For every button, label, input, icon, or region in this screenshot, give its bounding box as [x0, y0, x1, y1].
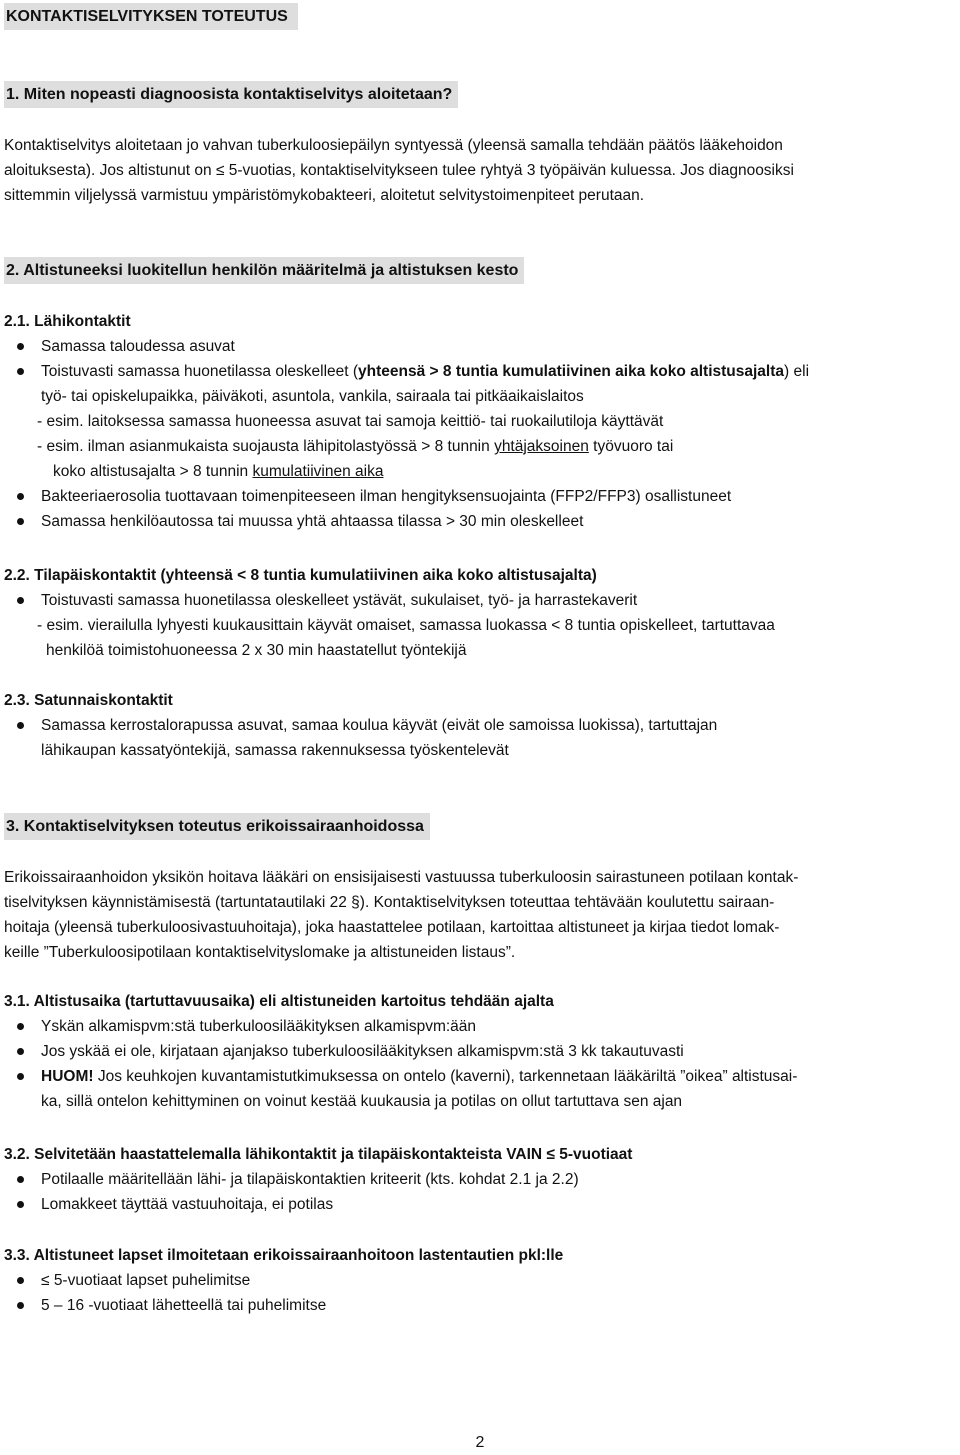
list-item-continuation: lähikaupan kassatyöntekijä, samassa rakennuksessa työskentelevät [41, 742, 509, 759]
list-item [4, 359, 950, 384]
subsection-2-3 [4, 688, 950, 763]
list-item-text: ) eli [784, 363, 810, 380]
subsection-3-1-list [4, 1014, 950, 1089]
list-item-emphasis: yhteensä > 8 tuntia kumulatiivinen aika koko altistusajalta [358, 363, 785, 380]
section-3-line-3: hoitaja (yleensä tuberkuloosivastuuhoitaja), joka haastattelee potilaan, kartoittaa altistuneet ja kirjaa tiedot lomak- [4, 919, 780, 936]
example-line: - esim. laitoksessa samassa huoneessa asuvat tai samoja keittiö- tai ruokailutiloja käyttävät [37, 413, 664, 430]
subsection-2-3-list [4, 713, 950, 738]
list-item [4, 1192, 950, 1217]
section-1-heading: 1. Miten nopeasti diagnoosista kontaktiselvitys aloitetaan? [4, 81, 458, 108]
list-item-text: Samassa kerrostalorapussa asuvat, samaa koulua käyvät (eivät ole samoissa luokissa), tartuttajan [41, 717, 718, 734]
example-text: koko altistusajalta > 8 tunnin [53, 463, 253, 480]
section-1-line-2: aloituksesta). Jos altistunut on ≤ 5-vuotias, kontaktiselvitykseen tulee ryhtyä 3 työpäivän kuluessa. Jos diagnoosiksi [4, 162, 794, 179]
list-item [4, 334, 950, 359]
list-item [4, 588, 950, 613]
subsection-3-2-list [4, 1167, 950, 1217]
subsection-3-2-title: 3.2. Selvitetään haastattelemalla lähikontaktit ja tilapäiskontakteista VAIN ≤ 5-vuotiaat [4, 1146, 633, 1163]
list-item [4, 484, 950, 509]
section-1-line-1: Kontaktiselvitys aloitetaan jo vahvan tuberkuloosiepäilyn syntyessä (yleensä samalla tehdään päätös lääkehoidon [4, 137, 783, 154]
example-line [4, 459, 950, 484]
page-number: 2 [475, 1434, 485, 1451]
list-item-text: Jos yskää ei ole, kirjataan ajanjakso tuberkuloosilääkityksen alkamispvm:stä 3 kk takautuvasti [41, 1043, 684, 1060]
section-3-body [4, 865, 950, 965]
section-3-heading-block [4, 813, 950, 840]
subsection-2-1-list [4, 334, 950, 384]
list-item-text: Samassa henkilöautossa tai muussa yhtä ahtaassa tilassa > 30 min oleskelleet [41, 513, 584, 530]
subsection-2-2-list [4, 588, 950, 613]
section-1-body [4, 133, 950, 208]
list-item [4, 1014, 950, 1039]
list-item-text: Lomakkeet täyttää vastuuhoitaja, ei potilas [41, 1196, 334, 1213]
subsection-2-2-title: 2.2. Tilapäiskontaktit (yhteensä < 8 tuntia kumulatiivinen aika koko altistusajalta) [4, 567, 597, 584]
example-text: - esim. ilman asianmukaista suojausta lähipitolastyössä > 8 tunnin [37, 438, 495, 455]
section-1-line-3: sittemmin viljelyssä varmistuu ympäristömykobakteeri, aloitetut selvitystoimenpiteet perutaan. [4, 187, 645, 204]
document-title: KONTAKTISELVITYKSEN TOTEUTUS [4, 3, 298, 30]
list-item-text: Bakteeriaerosolia tuottavaan toimenpiteeseen ilman hengityksensuojainta (FFP2/FFP3) osallistuneet [41, 488, 732, 505]
list-item [4, 1167, 950, 1192]
document-title-block [4, 3, 950, 30]
list-item-text: Yskän alkamispvm:stä tuberkuloosilääkityksen alkamispvm:ään [41, 1018, 477, 1035]
subsection-3-1 [4, 989, 950, 1114]
example-line: henkilöä toimistohuoneessa 2 x 30 min haastatellut työntekijä [46, 642, 467, 659]
example-underlined: kumulatiivinen aika [252, 463, 384, 480]
section-2-heading: 2. Altistuneeksi luokitellun henkilön määritelmä ja altistuksen kesto [4, 257, 524, 284]
section-3-heading: 3. Kontaktiselvityksen toteutus erikoissairaanhoidossa [4, 813, 430, 840]
list-item-text: Toistuvasti samassa huonetilassa oleskelleet ystävät, sukulaiset, työ- ja harrastekaverit [41, 592, 638, 609]
list-item [4, 1268, 950, 1293]
section-1-heading-block [4, 81, 950, 108]
subsection-2-1-title: 2.1. Lähikontaktit [4, 313, 131, 330]
subsection-3-3 [4, 1243, 950, 1318]
subsection-2-2 [4, 563, 950, 663]
list-item-continuation: työ- tai opiskelupaikka, päiväkoti, asuntola, vankila, sairaala tai pitkäaikaislaitos [41, 388, 584, 405]
example-underlined: yhtäjaksoinen [494, 438, 589, 455]
subsection-3-1-title: 3.1. Altistusaika (tartuttavuusaika) eli altistuneiden kartoitus tehdään ajalta [4, 993, 554, 1010]
section-3-line-4: keille ”Tuberkuloosipotilaan kontaktiselvityslomake ja altistuneiden listaus”. [4, 944, 516, 961]
list-item-text: 5 – 16 -vuotiaat lähetteellä tai puhelimitse [41, 1297, 327, 1314]
section-2-heading-block [4, 257, 950, 284]
section-3-line-2: tiselvityksen käynnistämisestä (tartuntatautilaki 22 §). Kontaktiselvityksen toteuttaa tehtävään koulutettu sairaan- [4, 894, 775, 911]
list-item-emphasis: HUOM! [41, 1068, 94, 1085]
subsection-2-3-title: 2.3. Satunnaiskontaktit [4, 692, 173, 709]
list-item-continuation: ka, sillä ontelon kehittyminen on voinut kestää kuukausia ja potilas on ollut tartuttava sen ajan [41, 1093, 683, 1110]
subsection-3-3-title: 3.3. Altistuneet lapset ilmoitetaan erikoissairaanhoitoon lastentautien pkl:lle [4, 1247, 564, 1264]
list-item-text: Toistuvasti samassa huonetilassa oleskelleet ( [41, 363, 359, 380]
list-item [4, 1064, 950, 1089]
list-item [4, 509, 950, 534]
example-line: - esim. vierailulla lyhyesti kuukausittain käyvät omaiset, samassa luokassa < 8 tuntia opiskelleet, tartuttavaa [37, 617, 775, 634]
list-item [4, 1293, 950, 1318]
subsection-2-1-list-2 [4, 484, 950, 534]
subsection-3-3-list [4, 1268, 950, 1318]
subsection-2-1 [4, 309, 950, 534]
example-line [4, 434, 950, 459]
list-item [4, 1039, 950, 1064]
list-item-text: Potilaalle määritellään lähi- ja tilapäiskontaktien kriteerit (kts. kohdat 2.1 ja 2.2) [41, 1171, 579, 1188]
subsection-3-2 [4, 1142, 950, 1217]
list-item-text: Samassa taloudessa asuvat [41, 338, 235, 355]
example-text: työvuoro tai [588, 438, 674, 455]
list-item-text: ≤ 5-vuotiaat lapset puhelimitse [41, 1272, 251, 1289]
list-item-text: Jos keuhkojen kuvantamistutkimuksessa on ontelo (kaverni), tarkennetaan lääkäriltä ”oikea” altistusai- [93, 1068, 798, 1085]
list-item [4, 713, 950, 738]
section-3-line-1: Erikoissairaanhoidon yksikön hoitava lääkäri on ensisijaisesti vastuussa tuberkuloosin sairastuneen potilaan kontak- [4, 869, 799, 886]
